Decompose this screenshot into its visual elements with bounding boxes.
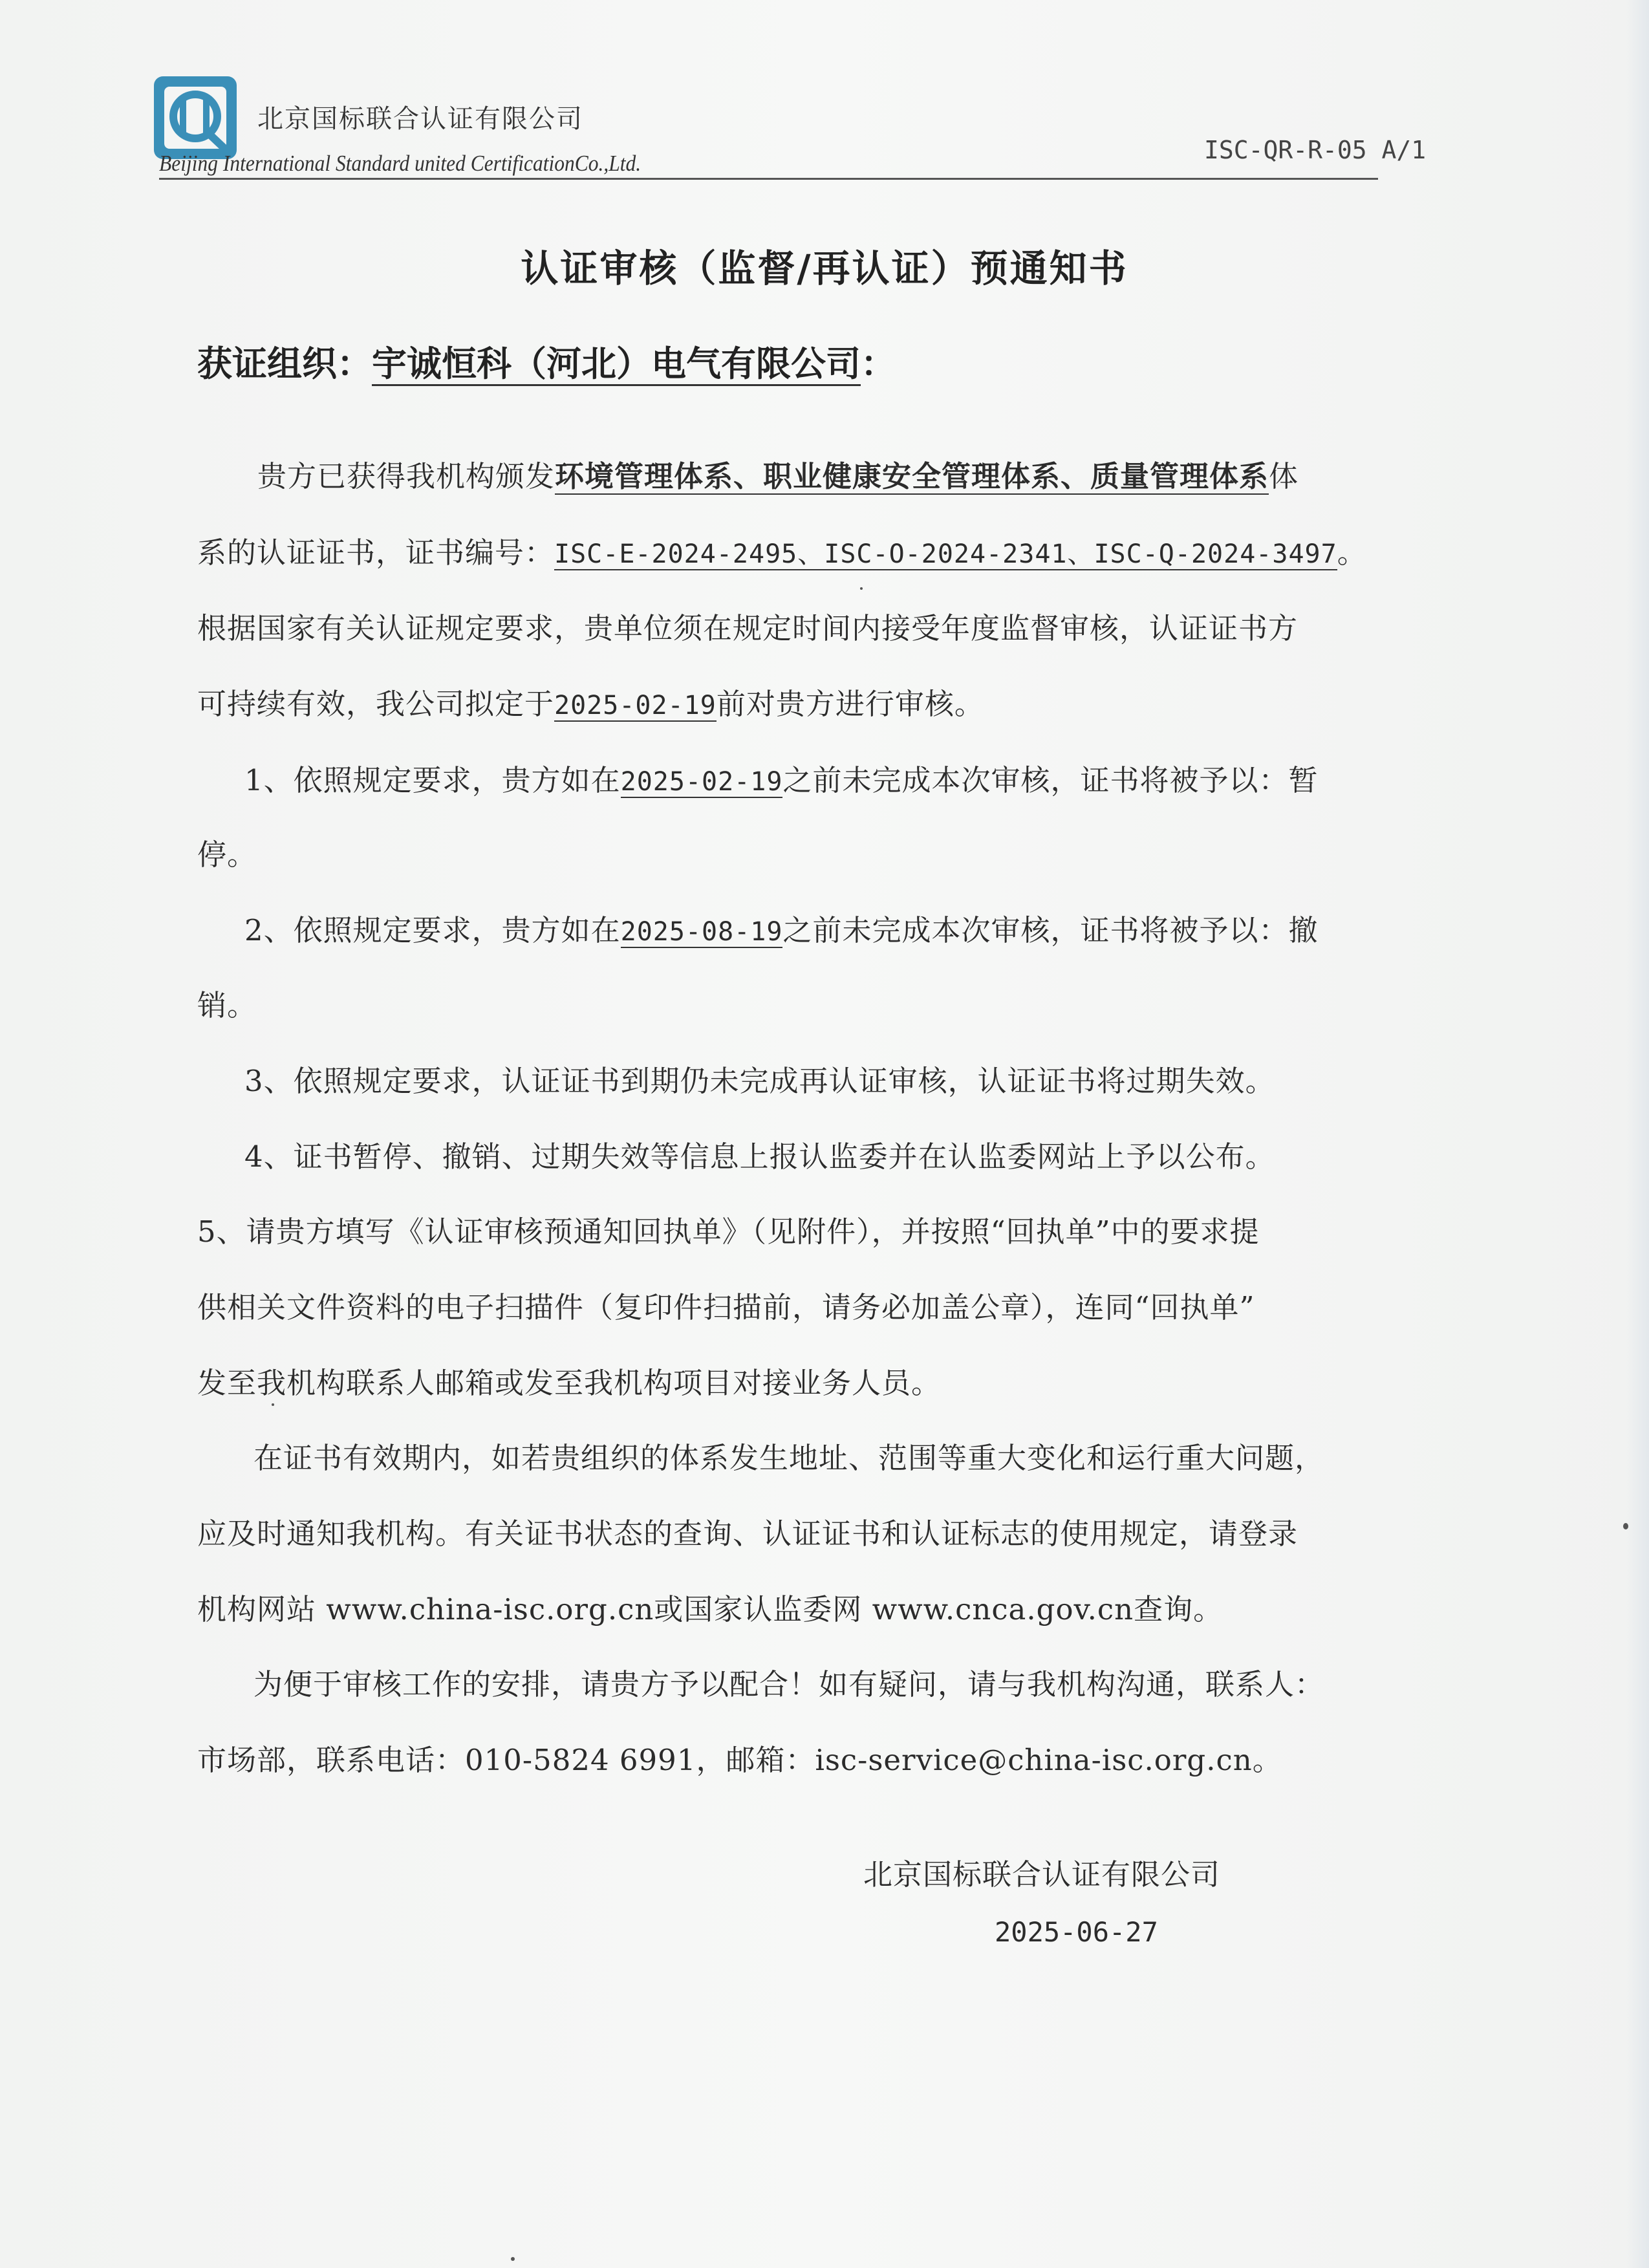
- item2-line1: 2、依照规定要求，贵方如在2025-08-19之前未完成本次审核，证书将被予以：撤: [244, 913, 1319, 947]
- company-name-en: Beijing International Standard united CertificationCo.,Ltd.: [159, 151, 641, 176]
- para1-line4: 可持续有效，我公司拟定于2025-02-19前对贵方进行审核。: [197, 687, 984, 721]
- recipient-line: [197, 336, 896, 386]
- para2-line1: 在证书有效期内，如若贵组织的体系发生地址、范围等重大变化和运行重大问题，: [253, 1441, 1325, 1475]
- management-systems: 环境管理体系、职业健康安全管理体系、质量管理体系: [555, 459, 1269, 493]
- item5-line1: 5、请贵方填写《认证审核预通知回执单》（见附件），并按照“回执单”中的要求提: [197, 1215, 1260, 1249]
- para3-line2: 市场部，联系电话：010-5824 6991，邮箱：isc-service@china-isc.org.cn。: [197, 1743, 1282, 1777]
- scan-speck: [272, 1403, 274, 1406]
- certificate-numbers: ISC-E-2024-2495、ISC-O-2024-2341、ISC-Q-2024-3497: [554, 539, 1337, 569]
- para1-line1: 贵方已获得我机构颁发环境管理体系、职业健康安全管理体系、质量管理体系体: [257, 459, 1299, 493]
- para3-line1: 为便于审核工作的安排，请贵方予以配合！如有疑问，请与我机构沟通，联系人：: [253, 1667, 1325, 1701]
- item1-line2: 停。: [197, 837, 257, 872]
- item5-line2: 供相关文件资料的电子扫描件（复印件扫描前，请务必加盖公章），连同“回执单”: [197, 1290, 1255, 1324]
- company-name-cn: 北京国标联合认证有限公司: [257, 104, 583, 134]
- recipient-label: 获证组织：: [197, 343, 372, 384]
- scan-edge: [1626, 0, 1649, 2268]
- item1-line1: 1、依照规定要求，贵方如在2025-02-19之前未完成本次审核，证书将被予以：暂: [244, 763, 1319, 797]
- revoke-date: 2025-08-19: [620, 917, 783, 947]
- recipient-suffix: ：: [861, 343, 896, 384]
- item3: 3、依照规定要求，认证证书到期仍未完成再认证审核，认证证书将过期失效。: [244, 1064, 1275, 1098]
- signature-org: 北京国标联合认证有限公司: [863, 1857, 1221, 1892]
- para2-line3: 机构网站 www.china-isc.org.cn或国家认监委网 www.cnca.gov.cn查询。: [197, 1592, 1223, 1626]
- item4: 4、证书暂停、撤销、过期失效等信息上报认监委并在认监委网站上予以公布。: [244, 1139, 1275, 1174]
- scan-speck: [860, 587, 863, 590]
- para1-line2: 系的认证证书，证书编号：ISC-E-2024-2495、ISC-O-2024-2341、ISC-Q-2024-3497。: [197, 535, 1367, 570]
- header-divider: [159, 178, 1378, 180]
- document-title: 认证审核（监督/再认证）预通知书: [521, 246, 1128, 290]
- para1-line3: 根据国家有关认证规定要求，贵单位须在规定时间内接受年度监督审核，认证证书方: [197, 611, 1299, 645]
- item2-line2: 销。: [197, 988, 257, 1022]
- scan-speck: [511, 2257, 515, 2261]
- para2-line2: 应及时通知我机构。有关证书状态的查询、认证证书和认证标志的使用规定，请登录: [197, 1517, 1299, 1551]
- audit-date: 2025-02-19: [554, 691, 717, 720]
- company-logo-icon: [150, 72, 241, 163]
- signature-date: 2025-06-27: [995, 1916, 1158, 1948]
- suspend-date: 2025-02-19: [620, 767, 783, 797]
- item5-line3: 发至我机构联系人邮箱或发至我机构项目对接业务人员。: [197, 1366, 942, 1400]
- recipient-org: 宇诚恒科（河北）电气有限公司: [372, 343, 861, 386]
- scan-speck: [1623, 1523, 1628, 1529]
- document-code: ISC-QR-R-05 A/1: [1204, 136, 1427, 164]
